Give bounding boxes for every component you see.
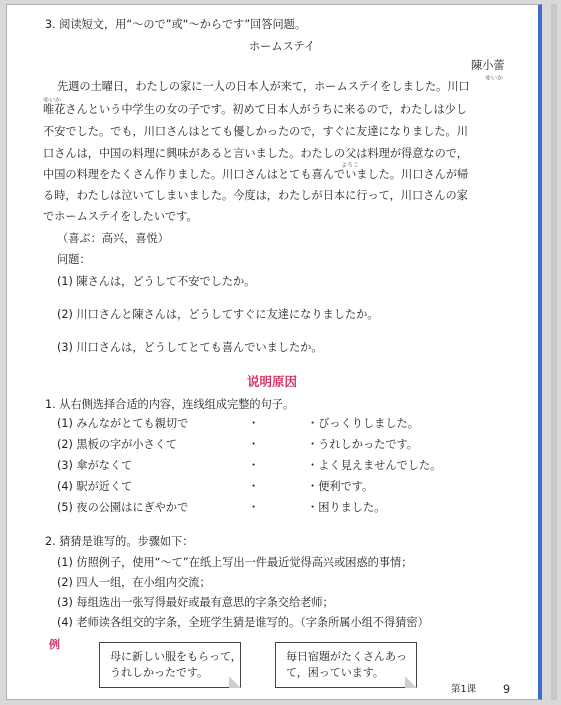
example-note-2 — [275, 642, 417, 688]
questions-label: 问题： — [57, 253, 91, 266]
ruby-annotation: よろこ — [341, 162, 360, 169]
q3-title: 3. 阅读短文，用“～ので”或“～からです”回答问题。 — [45, 18, 307, 31]
ex2-step: (3) 每组选出一张写得最好或最有意思的字条交给老师； — [57, 596, 334, 609]
match-left-item: (4) 駅が近くて — [57, 480, 133, 493]
ex2-step: (2) 四人一组，在小组内交流； — [57, 576, 211, 589]
example-note-line: 毎日宿題がたくさんあっ — [286, 650, 407, 663]
passage-line: 口さんは，中国の料理に興味があると言いました。わたしの父は料理が得意なので， — [43, 147, 468, 160]
passage-line: 唯花さんという中学生の女の子です。初めて日本人がうちに来るので，わたしは少し — [43, 103, 468, 116]
match-left-item: (3) 傘がなくて — [57, 459, 133, 472]
passage-line: 中国の料理をたくさん作りました。川口さんはとても喜んでいました。川口さんが帰 — [43, 168, 469, 181]
question-item: (1) 陳さんは，どうして不安でしたか。 — [57, 275, 256, 288]
scrollbar[interactable] — [551, 4, 557, 700]
match-left-item: (2) 黒板の字が小さくて — [57, 438, 178, 451]
passage-line: でホームステイをしたいです。 — [43, 210, 198, 223]
passage-heading: ホームステイ — [249, 40, 316, 53]
match-dot[interactable]: ・ — [248, 480, 260, 493]
ex2-step: (1) 仿照例子，使用“～て”在纸上写出一件最近觉得高兴或困惑的事情； — [57, 556, 413, 569]
match-dot[interactable]: ・ — [248, 501, 260, 514]
example-label: 例 — [49, 638, 60, 651]
match-left-item: (5) 夜の公園はにぎやかで — [57, 501, 189, 514]
passage-line: 不安でした。でも，川口さんはとても優しかったので，すぐに友達になりました。川 — [43, 125, 468, 138]
ruby-annotation: ゆいか — [485, 75, 504, 82]
textbook-page — [6, 4, 542, 700]
lesson-label: 第1课 — [451, 684, 477, 695]
match-right-item[interactable]: ・びっくりしました。 — [307, 417, 419, 430]
match-right-item[interactable]: ・便利です。 — [307, 480, 374, 493]
match-dot[interactable]: ・ — [248, 459, 260, 472]
ruby-annotation: ゆいか — [43, 97, 62, 104]
match-right-item[interactable]: ・よく見えませんでした。 — [307, 459, 442, 472]
match-left-item: (1) みんながとても親切で — [57, 417, 189, 430]
match-dot[interactable]: ・ — [248, 417, 260, 430]
ex2-step: (4) 老师读各组交的字条，全班学生猜是谁写的。（字条所属小组不得猜密） — [57, 616, 429, 629]
question-item: (2) 川口さんと陳さんは，どうしてすぐに友達になりましたか。 — [57, 308, 379, 321]
match-dot[interactable]: ・ — [248, 438, 260, 451]
passage-line: 先週の土曜日，わたしの家に一人の日本人が来て，ホームステイをしました。川口 — [57, 80, 470, 93]
passage-line: る時，わたしは泣いてしまいました。今度は，わたしが日本に行って，川口さんの家 — [43, 189, 468, 202]
ex2-title: 2. 猜猜是谁写的。步骤如下： — [45, 535, 194, 548]
page-curl-decoration — [229, 676, 241, 688]
page-number: 9 — [503, 683, 511, 696]
example-note-line: 母に新しい服をもらって， — [110, 650, 242, 663]
example-note-line: て，困っています。 — [286, 666, 384, 679]
passage-author: 陳小蕾 — [471, 59, 505, 72]
section-title: 说明原因 — [247, 374, 298, 389]
example-note-line: うれしかったです。 — [110, 666, 209, 679]
page-curl-decoration — [405, 676, 417, 688]
vocab-gloss: （喜ぶ：高兴，喜悦） — [57, 232, 169, 245]
question-item: (3) 川口さんは，どうしてとても喜んでいましたか。 — [57, 341, 323, 354]
ex1-title: 1. 从右侧选择合适的内容，连线组成完整的句子。 — [45, 398, 295, 411]
match-right-item[interactable]: ・うれしかったです。 — [307, 438, 418, 451]
example-note-1 — [99, 642, 241, 688]
match-right-item[interactable]: ・困りました。 — [307, 501, 386, 514]
